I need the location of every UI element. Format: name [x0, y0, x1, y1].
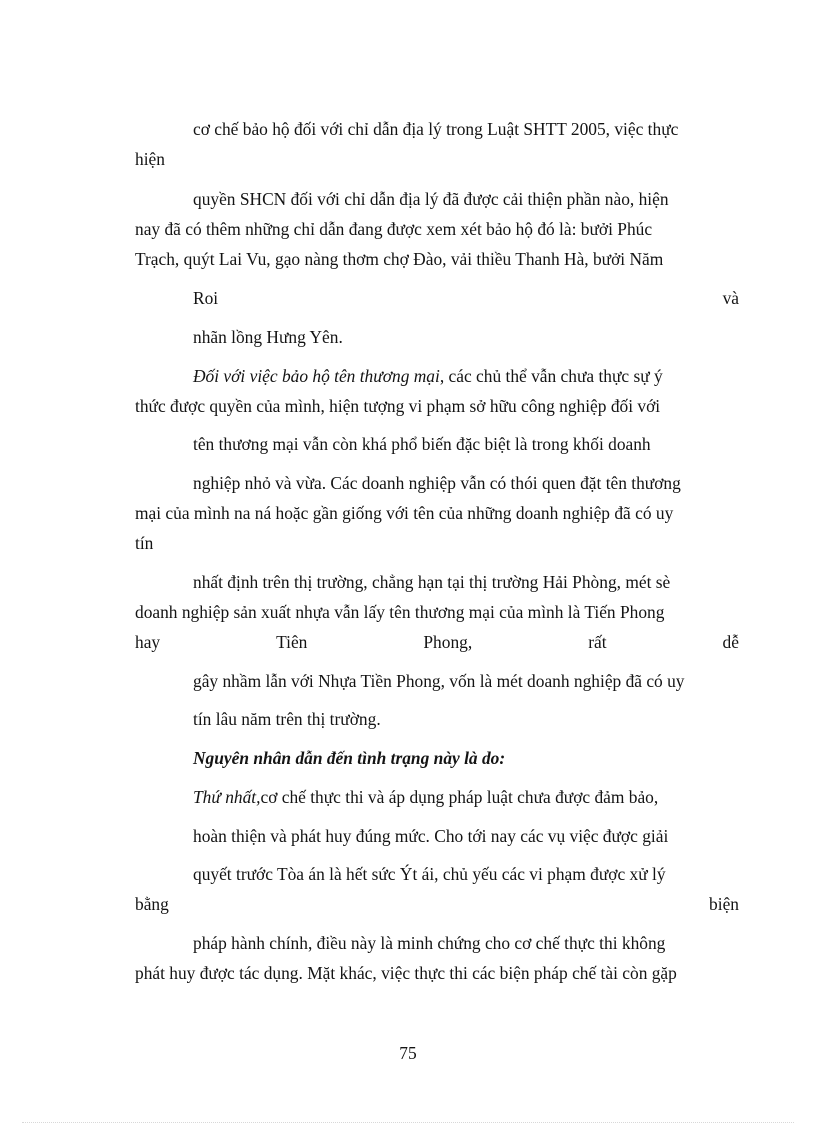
word: rất: [588, 632, 607, 652]
text-line: [193, 786, 739, 808]
word: hay: [135, 632, 161, 652]
text-line: nhãn lồng Hưng Yên.: [193, 327, 343, 347]
text-line: quyền SHCN đối với chỉ dẫn địa lý đã được cải thiện phần nào, hiện: [193, 189, 669, 209]
word: và: [722, 288, 739, 308]
text-line: pháp hành chính, điều này là minh chứng cho cơ chế thực thi không: [193, 933, 666, 953]
text-line: cơ chế bảo hộ đối với chỉ dẫn địa lý trong Luật SHTT 2005, việc thực: [193, 119, 679, 139]
text-line: hoàn thiện và phát huy đúng mức. Cho tới nay các vụ việc được giải: [193, 826, 669, 846]
italic-phrase: Thứ nhất,cơ chế thực thi và áp dụng pháp luật chưa được đảm bảo,: [193, 787, 659, 807]
text-line: hiện: [135, 149, 165, 169]
text-line-spread: [135, 893, 739, 915]
italic-phrase: Đối với việc bảo hộ tên thương mại, các chủ thể vẫn chưa thực sự ý: [193, 366, 663, 386]
word: bằng: [135, 894, 169, 914]
section-heading: Nguyên nhân dẫn đến tình trạng này là do:: [193, 748, 506, 768]
text-line: tín lâu năm trên thị trường.: [193, 709, 381, 729]
text-line: gây nhầm lẫn với Nhựa Tiền Phong, vốn là mét doanh nghiệp đã có uy: [193, 671, 685, 691]
text-line: tín: [135, 533, 154, 553]
text-line: [193, 365, 739, 387]
text-line-spread: [193, 287, 739, 309]
text-line: doanh nghiệp sản xuất nhựa vẫn lấy tên thương mại của mình là Tiến Phong: [135, 602, 665, 622]
word: Roi: [193, 288, 219, 308]
word: biện: [709, 894, 739, 914]
word: Phong,: [423, 632, 473, 652]
text-line: quyết trước Tòa án là hết sức Ýt ái, chủ yếu các vi phạm được xử lý: [193, 864, 666, 884]
text-line: nhất định trên thị trường, chẳng hạn tại thị trường Hải Phòng, mét sè: [193, 572, 671, 592]
word: dễ: [722, 632, 739, 652]
word: Tiên: [276, 632, 308, 652]
text-line: phát huy được tác dụng. Mặt khác, việc thực thi các biện pháp chế tài còn gặp: [135, 963, 677, 983]
text-line: mại của mình na ná hoặc gần giống với tên của những doanh nghiệp đã có uy: [135, 503, 674, 523]
page-number: 75: [399, 1043, 417, 1063]
text-line: tên thương mại vẫn còn khá phổ biến đặc biệt là trong khối doanh: [193, 434, 651, 454]
text-line: nghiệp nhỏ và vừa. Các doanh nghiệp vẫn có thói quen đặt tên thương: [193, 473, 681, 493]
text-line: Trạch, quýt Lai Vu, gạo nàng thơm chợ Đào, vải thiều Thanh Hà, bưởi Năm: [135, 249, 664, 269]
text-line-spread: [135, 631, 739, 653]
text-line: nay đã có thêm những chỉ dẫn đang được xem xét bảo hộ đó là: bưởi Phúc: [135, 219, 653, 239]
text-line: thức được quyền của mình, hiện tượng vi phạm sở hữu công nghiệp đối với: [135, 396, 661, 416]
